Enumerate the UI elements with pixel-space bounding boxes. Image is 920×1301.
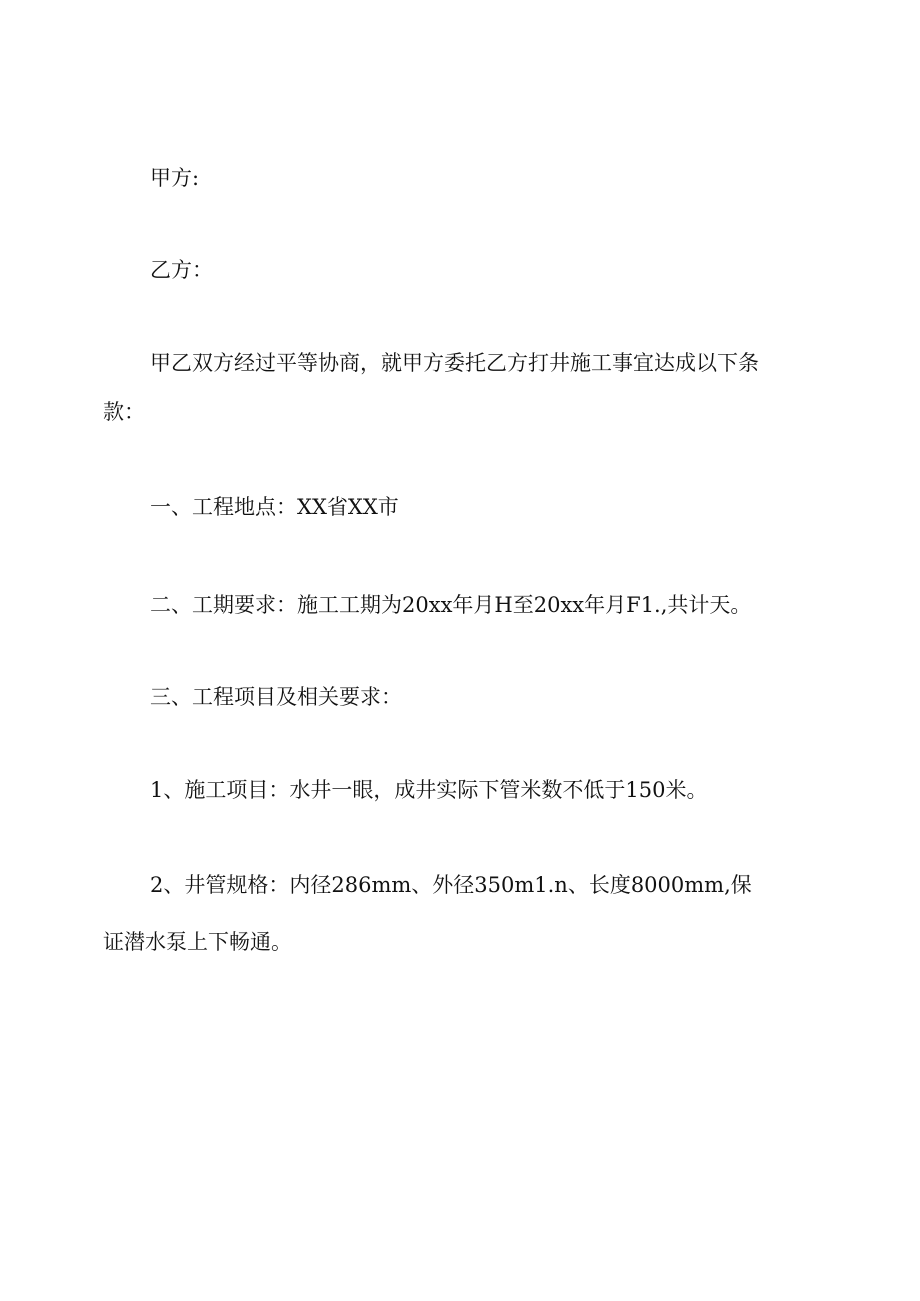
- party-b-label: 乙方：: [150, 258, 213, 282]
- intro-paragraph-line-1: 甲乙双方经过平等协商，就甲方委托乙方打井施工事宜达成以下条: [150, 351, 759, 375]
- party-a-label: 甲方:: [150, 166, 200, 190]
- clause-location: 一、工程地点：XX省XX市: [150, 495, 399, 519]
- item-pipe-spec-line-2: 证潜水泵上下畅通。: [103, 930, 292, 954]
- clause-project-heading: 三、工程项目及相关要求：: [150, 685, 402, 709]
- item-pipe-spec-line-1: 2、井管规格：内径286mm、外径350m1.n、长度8000mm,保: [150, 873, 752, 897]
- clause-schedule: 二、工期要求：施工工期为20xx年月H至20xx年月F1.,共计天。: [150, 593, 752, 617]
- intro-paragraph-line-2: 款：: [103, 400, 145, 424]
- item-construction-project: 1、施工项目：水井一眼，成井实际下管米数不低于150米。: [150, 778, 708, 802]
